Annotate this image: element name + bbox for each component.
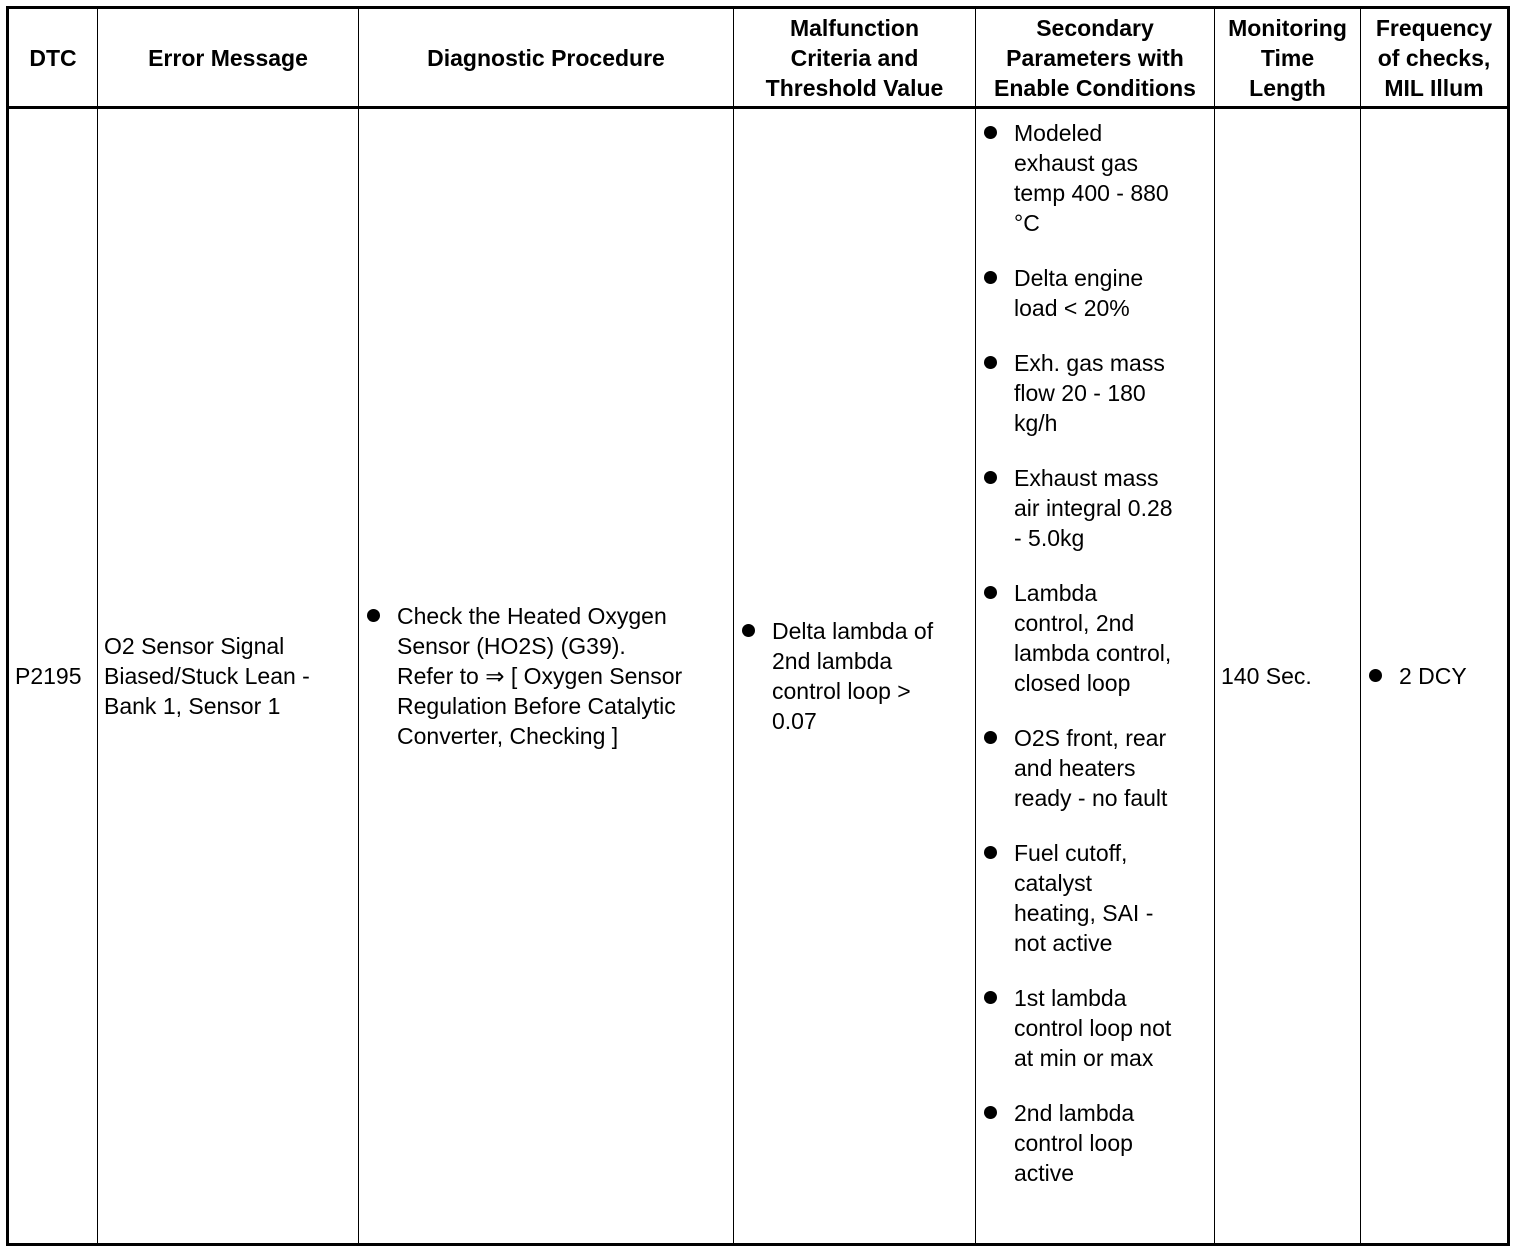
frequency-cell [1361, 108, 1509, 1245]
list-item: Fuel cutoff, catalyst heating, SAI - not active [982, 838, 1208, 958]
monitoring-time-cell: 140 Sec. [1215, 108, 1361, 1245]
bullet-icon [1369, 669, 1382, 682]
dtc-code-cell: P2195 [8, 108, 98, 1245]
diagnostic-procedure-cell [359, 108, 734, 1245]
bullet-icon [984, 126, 997, 139]
list-item: 1st lambda control loop not at min or max [982, 983, 1208, 1073]
header-error-message: Error Message [98, 8, 359, 108]
list-item: 2nd lambda control loop active [982, 1098, 1208, 1188]
list-item: Delta lambda of 2nd lambda control loop > 0.07 [740, 616, 969, 736]
bullet-icon [984, 356, 997, 369]
list-item: Modeled exhaust gas temp 400 - 880 °C [982, 118, 1208, 238]
table-row [8, 108, 1509, 1245]
header-frequency: Frequency of checks, MIL Illum [1361, 8, 1509, 108]
list-item: O2S front, rear and heaters ready - no fault [982, 723, 1208, 813]
header-dtc: DTC [8, 8, 98, 108]
list-item: Exhaust mass air integral 0.28 - 5.0kg [982, 463, 1208, 553]
frequency-list [1367, 661, 1501, 691]
bullet-icon [984, 586, 997, 599]
list-item: Delta engine load < 20% [982, 263, 1208, 323]
header-malfunction-criteria: Malfunction Criteria and Threshold Value [734, 8, 976, 108]
dtc-table [6, 6, 1510, 1246]
list-item: Lambda control, 2nd lambda control, closed loop [982, 578, 1208, 698]
procedure-list [365, 601, 727, 751]
error-message-cell: O2 Sensor Signal Biased/Stuck Lean - Bank 1, Sensor 1 [98, 108, 359, 1245]
secondary-parameters-cell [976, 108, 1215, 1245]
bullet-icon [984, 731, 997, 744]
bullet-icon [367, 609, 380, 622]
header-diagnostic-procedure: Diagnostic Procedure [359, 8, 734, 108]
bullet-icon [984, 471, 997, 484]
header-row [8, 8, 1509, 108]
malfunction-criteria-cell [734, 108, 976, 1245]
bullet-icon [984, 846, 997, 859]
conditions-list [982, 118, 1208, 1188]
criteria-list [740, 616, 969, 736]
bullet-icon [742, 624, 755, 637]
list-item: Check the Heated Oxygen Sensor (HO2S) (G39). Refer to ⇒ [ Oxygen Sensor Regulation Before Catalytic Converter, Checking ] [365, 601, 727, 751]
list-item: Exh. gas mass flow 20 - 180 kg/h [982, 348, 1208, 438]
header-secondary-parameters: Secondary Parameters with Enable Conditions [976, 8, 1215, 108]
list-item: 2 DCY [1367, 661, 1501, 691]
bullet-icon [984, 271, 997, 284]
header-monitoring-time: Monitoring Time Length [1215, 8, 1361, 108]
bullet-icon [984, 991, 997, 1004]
bullet-icon [984, 1106, 997, 1119]
